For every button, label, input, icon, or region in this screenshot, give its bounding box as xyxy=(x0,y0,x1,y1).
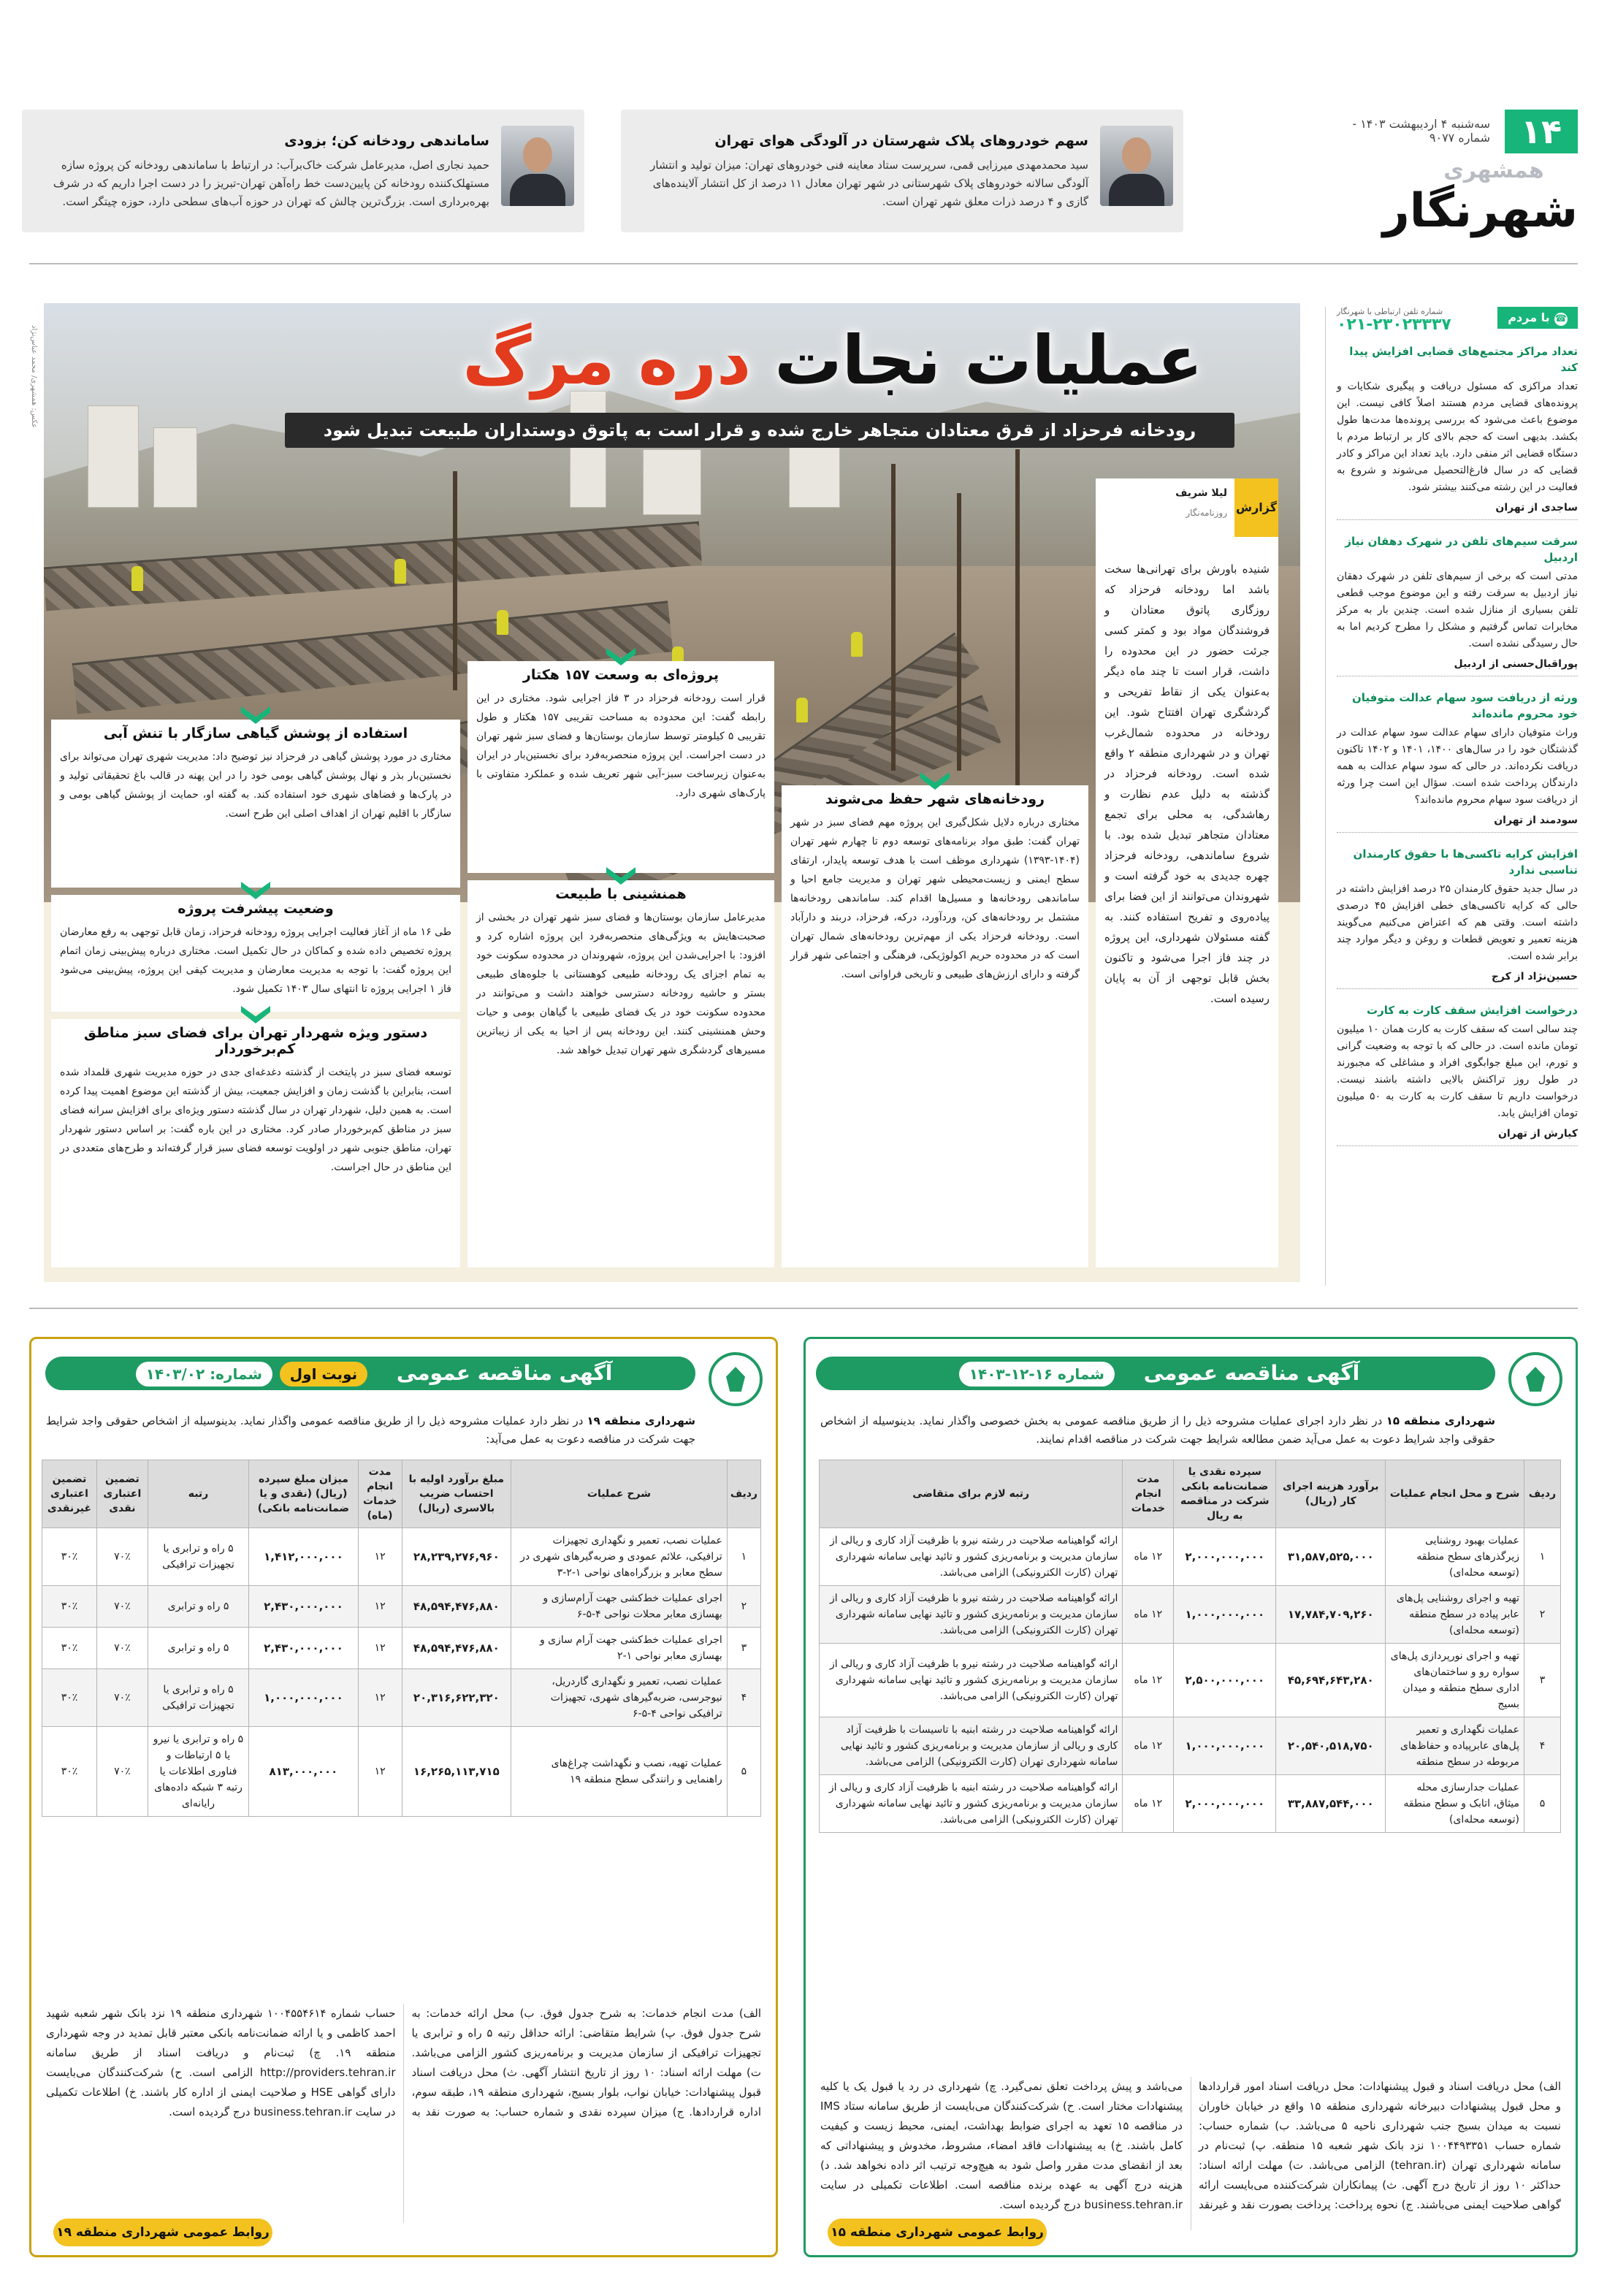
reader-item-body: وراث متوفیان دارای سهام عدالت سود سهام عدالت در گذشتگان خود را در سال‌های ۱۴۰۰، ۱۴۰۱ و ۱۴۰۲ تاکنون دریافت نکرده‌اند. در حالی که سود سهام عدالت به همه دارندگان پرداخت شده است. سؤال این است چرا ورثه از دریافت سود سهام محروم مانده‌اند؟ xyxy=(1337,727,1578,806)
table-cell: ۱۲ xyxy=(358,1669,402,1727)
reader-item xyxy=(1337,846,1578,989)
table-cell: ۲,۴۳۰,۰۰۰,۰۰۰ xyxy=(249,1586,358,1628)
table-cell: ارائه گواهینامه صلاحیت در رشته ابنیه با تاسیسات با ظرفیت آزاد کاری و ریالی از سازمان مدیریت و برنامه‌ریزی کشور و تائید نهایی سامانه شهرداری تهران (کارت الکترونیکی) الزامی می‌باشد. xyxy=(820,1717,1123,1775)
report-tag: گزارش xyxy=(1234,478,1278,537)
table-cell: ۲۰,۳۱۶,۶۲۲,۳۲۰ xyxy=(402,1669,511,1727)
ad-title: آگهی مناقصه عمومی xyxy=(396,1361,613,1385)
table-header: ردیف xyxy=(1524,1460,1561,1528)
news-box-text: حمید نجاری اصل، مدیرعامل شرکت خاک‌برآب: در ارتباط با ساماندهی رودخانه کن پروژه سازه مستهلک‌کننده رودخانه کن پایین‌دست خط راه‌آهن تهران-تبریز را در دست اجرا داریم که در شرف بهره‌برداری است. بزرگ‌ترین چالش که تهران در حوزه آب‌های سطحی دارد، حوزه چیتگر است. xyxy=(53,159,489,208)
section-body: مدیرعامل سازمان بوستان‌ها و فضای سبز شهر تهران در بخشی از صحبت‌هایش به ویژگی‌های منحصربه‌فرد این پروژه اشاره کرد و افزود: با اجرایی‌شدن این پروژه، شهروندان در محدوده سکونت خود به تمام اجزای یک رودخانه طبیعی کوهستانی با جلوه‌های طبیعی بستر و حاشیه رودخانه دسترسی خواهند داشت و می‌توانند در محدوده سکونت خود در یک فضای طبیعی با گیاهان بومی و حیات وحش همنشینی کنند. این رودخانه پس از احیا به یکی از زیباترین مسیرهای گردشگری شهر تهران تبدیل خواهد شد. xyxy=(476,912,766,1056)
reader-item-sign: سودمند از تهران xyxy=(1337,815,1578,833)
table-cell: عملیات بهبود روشنایی زیرگذرهای سطح منطقه (توسعه محله‌ای) xyxy=(1386,1528,1524,1586)
table-cell: ۲,۴۳۰,۰۰۰,۰۰۰ xyxy=(249,1628,358,1669)
table-cell: ۱۶,۲۶۵,۱۱۳,۷۱۵ xyxy=(402,1727,511,1817)
report-column xyxy=(1096,478,1278,1267)
table-cell: ۴ xyxy=(1524,1717,1561,1775)
table-cell: ارائه گواهینامه صلاحیت در رشته ابنیه با ظرفیت آزاد کاری و ریالی از سازمان مدیریت و برنامه‌ریزی کشور و تائید نهایی سامانه شهرداری تهران (کارت الکترونیکی) الزامی می‌باشد. xyxy=(820,1775,1123,1833)
ad-terms: الف) محل دریافت اسناد و قبول پیشنهادات: محل دریافت اسناد امور قراردادها و محل قبول پیشنهادات دبیرخانه شهرداری منطقه ۱۵ واقع در خیابان خاوران نسبت به میدان بسیج جنب شهرداری ناحیه ۵ می‌باشد. ب) شماره حساب: شماره حساب ۱۰۰۴۴۹۳۳۵۱ نزد بانک شهر شعبه ۱۵ منطقه. پ) ثبت‌نام در سامانه شهرداری تهران (tehran.ir) الزامی می‌باشد. ت) مهلت ارائه اسناد: حداکثر ۱۰ روز از تاریخ درج آگهی. ث) پیمانکاران شرکت‌کننده می‌بایست ارائه گواهی صلاحیت ایمنی می‌باشند. ج) نحوه پرداخت: پرداخت بصورت نقد و غیرنقد می‌باشد و پیش پرداخت تعلق نمی‌گیرد. چ) شهرداری در رد یا قبول یک یا کلیه پیشنهادات مختار است. ح) شرکت‌کنندگان می‌بایست از طریق سامانه ستاد IMS در مناقصه ۱۵ تعهد به اجرای ضوابط بهداشت، ایمنی، محیط زیست و کیفیت کامل باشند. خ) به پیشنهادات فاقد امضاء، مشروط، مخدوش و پیشنهاداتی که بعد از انقضای مدت مقرر واصل شود به هیچ‌وجه ترتیب اثر داده نخواهد شد. د) هزینه درج آگهی به عهده برنده مناقصه است. اطلاعات تکمیلی در سایت business.tehran.ir درج گردیده است. xyxy=(820,2080,1562,2211)
ad-number: شماره ۱۶-۱۲-۱۴۰۳ xyxy=(959,1362,1115,1387)
table-header: تضمین اعتباری غیرنقدی xyxy=(42,1460,97,1528)
municipality-logo xyxy=(1508,1352,1562,1406)
table-cell: ۱,۰۰۰,۰۰۰,۰۰۰ xyxy=(249,1669,358,1727)
table-cell: عملیات نگهداری و تعمیر پل‌های عابرپیاده و حفاظ‌های مربوطه در سطح منطقه xyxy=(1386,1717,1524,1775)
table-row xyxy=(42,1727,761,1817)
section-title: استفاده از پوشش گیاهی سازگار با تنش آبی xyxy=(103,725,408,741)
table-cell: ۵ راه و ترابری xyxy=(148,1628,248,1669)
table-header: ردیف xyxy=(727,1460,760,1528)
table-cell: ۱۲ ماه xyxy=(1123,1644,1174,1717)
section-progress xyxy=(51,895,460,1012)
table-cell: ۳ xyxy=(727,1628,760,1669)
phone-label: شماره تلفن ارتباطی با شهرنگار xyxy=(1337,307,1443,316)
table-cell: ۲ xyxy=(1524,1586,1561,1644)
ad-title-bar xyxy=(816,1357,1495,1390)
ad-title-bar xyxy=(45,1357,695,1390)
table-cell: ۳۰٪ xyxy=(42,1727,97,1817)
table-cell: ۱۲ xyxy=(358,1628,402,1669)
reader-item xyxy=(1337,533,1578,676)
report-author[interactable]: لیلا شریف xyxy=(1175,487,1227,499)
headline-highlight: دره مرگ xyxy=(462,321,752,400)
header-news-box-river[interactable] xyxy=(22,110,584,232)
reader-item-body: تعداد مراکزی که مسئول دریافت و پیگیری شکایات و پرونده‌های قضایی مردم هستند اصلاً کافی نیست. این موضوع باعث می‌شود که بررسی پرونده‌ها مدت‌ها طول بکشد. بدیهی است که حجم بالای کار بر ارتباط مردم با دستگاه قضایی اثر منفی دارد. باید تعداد این مراکز و کادر قضایی که در سال فارغ‌التحصیل می‌شوند و شروع به فعالیت در این رشته می‌کنند بیشتر شود. xyxy=(1337,381,1578,493)
table-cell: ۱۲ xyxy=(358,1727,402,1817)
reader-item xyxy=(1337,1002,1578,1146)
reader-item-sign: پوراقبال‌حسنی از اردبیل xyxy=(1337,658,1578,676)
table-header: شرح عملیات xyxy=(511,1460,728,1528)
masthead-publisher: همشهری xyxy=(1443,158,1544,183)
reader-item xyxy=(1337,343,1578,520)
table-cell: عملیات نصب، تعمیر و نگهداری گاردریل، نیوجرسی، ضربه‌گیرهای شهری، تجهیزات ترافیکی نواحی ۴-۵-۶ xyxy=(511,1669,728,1727)
table-header: مدت انجام خدمات xyxy=(1123,1460,1174,1528)
tender-table xyxy=(819,1460,1561,1833)
table-cell: تهیه و اجرای نورپردازی پل‌های سواره رو و ساختمان‌های اداری سطح منطقه و میدان بسیج xyxy=(1386,1644,1524,1717)
table-cell: ۲,۰۰۰,۰۰۰,۰۰۰ xyxy=(1174,1775,1276,1833)
table-cell: ۱۲ xyxy=(358,1586,402,1628)
tender-table xyxy=(42,1460,761,1817)
table-cell: ۳۰٪ xyxy=(42,1586,97,1628)
reader-item-body: در سال جدید حقوق کارمندان ۲۵ درصد افزایش داشته در حالی که کرایه تاکسی‌های خطی افزایش ۴۵ درصدی داشته است. وقتی هم که اعتراض می‌کنیم می‌گویند هزینه تعمیر و تعویض قطعات و روغن و دیگر موارد چند برابر شده است. xyxy=(1337,883,1579,962)
readers-column xyxy=(1337,307,1578,1286)
table-cell: ۴ xyxy=(727,1669,760,1727)
header-news-box-pollution[interactable] xyxy=(621,110,1183,232)
table-cell: عملیات تهیه، نصب و نگهداشت چراغ‌های راهنمایی و رانندگی سطح منطقه ۱۹ xyxy=(511,1727,728,1817)
table-header: برآورد هزینه اجرای کار (ریال) xyxy=(1276,1460,1386,1528)
divider xyxy=(29,1308,1578,1309)
table-cell: تهیه و اجرای روشنایی پل‌های عابر پیاده در سطح منطقه (توسعه محله‌ای) xyxy=(1386,1586,1524,1644)
issue-date: سه‌شنبه ۴ اردیبهشت ۱۴۰۳ - شماره ۹۰۷۷ xyxy=(1352,117,1490,145)
section-title: وضعیت پیشرفت پروژه xyxy=(178,901,334,917)
section-body: مختاری درباره دلایل شکل‌گیری این پروژه مهم فضای سبز در شهر تهران گفت: طبق مواد برنامه‌های توسعه دوم تا چهارم شهر تهران (۱۴۰۴-۱۳۹۳) شهرداری موظف است با هدف توسعه پایدار، ارتقای سطح ایمنی و زیست‌محیطی شهر تهران و مدیریت جامع احیا و ساماندهی رودخانه‌ها و مسیل‌ها اقدام کند. ساماندهی رودخانه‌ها مشتمل بر رودخانه‌های کن، وردآورد، درکه، فرحزاد، دربند و دارآباد است. رودخانه فرحزاد یکی از مهم‌ترین رودخانه‌های شمال تهران است که در محدوده حریم اکولوژیکی، فرهنگی و اجتماعی شهر قرار گرفته و دارای ارزش‌های طبیعی و تاریخی فراوانی است. xyxy=(790,817,1080,980)
reader-item-title: افزایش کرایه تاکسی‌ها با حقوق کارمندان تناسبی ندارد xyxy=(1353,847,1578,877)
table-cell: ۳۰٪ xyxy=(42,1628,97,1669)
ad-number: شماره: ۱۴۰۳/۰۲ xyxy=(136,1362,272,1387)
table-cell: ۱ xyxy=(727,1528,760,1586)
phone-number[interactable]: ۰۲۱-۲۳۰۲۳۳۳۷ xyxy=(1337,316,1451,334)
table-cell: ۷۰٪ xyxy=(96,1586,148,1628)
table-cell: ۷۰٪ xyxy=(96,1528,148,1586)
masthead-title: شهرنگار xyxy=(1382,184,1578,238)
table-cell: ۱۲ ماه xyxy=(1123,1528,1174,1586)
table-cell: ۵ راه و ترابری xyxy=(148,1586,248,1628)
section-title: رودخانه‌های شهر حفظ می‌شوند xyxy=(825,791,1045,807)
table-cell: ارائه گواهینامه صلاحیت در رشته نیرو با ظرفیت آزاد کاری و ریالی از سازمان مدیریت و برنامه‌ریزی کشور و تائید نهایی سامانه شهرداری تهران (کارت الکترونیکی) الزامی می‌باشد. xyxy=(820,1644,1123,1717)
table-header: مبلغ برآورد اولیه با احتساب ضریب بالاسری (ریال) xyxy=(402,1460,511,1528)
table-cell: ارائه گواهینامه صلاحیت در رشته نیرو با ظرفیت آزاد کاری و ریالی از سازمان مدیریت و برنامه‌ریزی کشور و تائید نهایی سامانه شهرداری تهران (کارت الکترونیکی) الزامی می‌باشد. xyxy=(820,1528,1123,1586)
reader-item-body: مدتی است که برخی از سیم‌های تلفن در شهرک دهقان نیاز اردبیل به سرقت رفته و این موضوع موجب قطعی تلفن بسیاری از منازل شده است. چندین بار به مرکز مخابرات تماس گرفتیم و مشکل را مطرح کردیم اما به حال رسیدگی نشده است. xyxy=(1337,571,1578,649)
table-row xyxy=(820,1528,1561,1586)
table-row xyxy=(42,1669,761,1727)
section-title: همنشینی با طبیعت xyxy=(555,886,687,902)
table-header: شرح و محل انجام عملیات xyxy=(1386,1460,1524,1528)
portrait-photo xyxy=(1100,126,1173,206)
table-cell: ۴۸,۵۹۴,۴۷۶,۸۸۰ xyxy=(402,1628,511,1669)
table-cell: ۳۳,۸۸۷,۵۴۴,۰۰۰ xyxy=(1276,1775,1386,1833)
ad-title: آگهی مناقصه عمومی xyxy=(1143,1361,1360,1385)
ad-badge: نوبت اول xyxy=(280,1362,367,1387)
reader-item-title: درخواست افزایش سقف کارت به کارت xyxy=(1367,1004,1578,1017)
table-row xyxy=(42,1528,761,1586)
table-cell: ۷۰٪ xyxy=(96,1727,148,1817)
ad-footer: روابط عمومی شهرداری منطقه ۱۹ xyxy=(53,2219,272,2246)
section-mayor-order xyxy=(51,1019,460,1267)
report-lead-text: شنیده باورش برای تهرانی‌ها سخت باشد اما رودخانه فرحزاد که روزگاری پاتوق معتادان و فروشندگان مواد بود و کمتر کسی جرئت حضور در این محدوده را داشت، قرار است تا چند ماه دیگر به‌عنوان یکی از نقاط تفریحی و گردشگری تهران افتتاح شود. این رودخانه در محدوده شمال‌غرب تهران و در شهرداری منطقه ۲ واقع شده است. رودخانه فرحزاد در گذشته به دلیل عدم نظارت و رهاشدگی، به محلی برای تجمع معتادان متجاهر تبدیل شده بود. با شروع ساماندهی، رودخانه فرحزاد چهره جدیدی به خود گرفته است و شهروندان می‌توانند از این فضا برای پیاده‌روی و تفریح استفاده کنند. به گفته مسئولان شهرداری، این پروژه در چند فاز اجرا می‌شود و تاکنون بخش قابل توجهی از آن به پایان رسیده است. xyxy=(1104,562,1270,1005)
table-cell: ۳۰٪ xyxy=(42,1669,97,1727)
section-project-area xyxy=(467,661,774,873)
table-row xyxy=(820,1775,1561,1833)
news-box-title: ساماندهی رودخانه کن؛ بزودی xyxy=(284,133,489,149)
photo-credit: عکس: همشهری/ محمد عباس‌نژاد xyxy=(30,325,38,429)
column-tag: ☎با مردم xyxy=(1497,307,1578,329)
masthead xyxy=(1382,158,1578,245)
table-cell: ۷۰٪ xyxy=(96,1628,148,1669)
tender-ad-district-15 xyxy=(804,1337,1578,2257)
table-cell: ۱,۴۱۲,۰۰۰,۰۰۰ xyxy=(249,1528,358,1586)
ad-footer: روابط عمومی شهرداری منطقه ۱۵ xyxy=(828,2219,1047,2246)
table-cell: ۲,۵۰۰,۰۰۰,۰۰۰ xyxy=(1174,1644,1276,1717)
section-body: طی ۱۶ ماه از آغاز فعالیت اجرایی پروژه رودخانه فرحزاد، زمان قابل توجهی به رفع معارضان پروژه تخصیص داده شده و کماکان در حال تکمیل است. مختاری درباره پیش‌بینی زمان اتمام این پروژه گفت: با توجه به مدیریت معارضان و مدیریت کیفی این پروژه، پیش‌بینی می‌شود فاز ۱ اجرایی پروژه تا انتهای سال ۱۴۰۳ تکمیل شود. xyxy=(60,926,451,995)
table-cell: اجرای عملیات خط‌کشی جهت آرام سازی و بهسازی معابر نواحی ۱-۲ xyxy=(511,1628,728,1669)
readers-items xyxy=(1337,343,1578,1159)
table-cell: عملیات نصب، تعمیر و نگهداری تجهیزات ترافیکی، علائم عمودی و ضربه‌گیرهای شهری در سطح معابر و بزرگراه‌های نواحی ۱-۲-۳ xyxy=(511,1528,728,1586)
table-header: مدت انجام خدمات (ماه) xyxy=(358,1460,402,1528)
table-cell: ۵ xyxy=(727,1727,760,1817)
table-cell: ۲ xyxy=(727,1586,760,1628)
reader-item-sign: ساجدی از تهران xyxy=(1337,502,1578,520)
table-cell: ۳۰٪ xyxy=(42,1528,97,1586)
section-rivers-preserved xyxy=(782,785,1088,1267)
news-box-text: سید محمدمهدی میرزایی قمی، سرپرست ستاد معاینه فنی خودروهای تهران: میزان تولید و انتشار آلودگی سالانه خودروهای پلاک شهرستانی در شهر تهران معادل ۱۱ درصد از کل انتشار آلاینده‌های گازی و ۴ درصد ذرات معلق شهر تهران است. xyxy=(650,159,1088,208)
table-cell: ۱,۰۰۰,۰۰۰,۰۰۰ xyxy=(1174,1586,1276,1644)
table-header: رتبه لازم برای متقاضی xyxy=(820,1460,1123,1528)
table-cell: ۱۷,۷۸۴,۷۰۹,۲۶۰ xyxy=(1276,1586,1386,1644)
table-header: تضمین اعتباری نقدی xyxy=(96,1460,148,1528)
ad-intro: شهرداری منطقه ۱۵ در نظر دارد اجرای عملیات مشروحه ذیل را از طریق مناقصه عمومی به بخش خصوصی واگذار نماید. بدینوسیله از اشخاص حقوقی واجد شرایط دعوت به عمل می‌آید ضمن مطالعه شرایط جهت شرکت در مناقصه اقدام نمایند. xyxy=(820,1414,1495,1446)
table-cell: ۷۰٪ xyxy=(96,1669,148,1727)
table-row xyxy=(820,1644,1561,1717)
reader-item-title: تعداد مراکز مجتمع‌های قضایی افزایش پیدا کند xyxy=(1349,345,1578,374)
table-cell: ۵ xyxy=(1524,1775,1561,1833)
ad-terms: الف) مدت انجام خدمات: به شرح جدول فوق. ب) محل ارائه خدمات: به شرح جدول فوق. پ) شرایط متقاضی: ارائه حداقل رتبه ۵ راه و ترابری یا تجهیزات ترافیکی از سازمان مدیریت و برنامه‌ریزی کشور الزامی می‌باشد. ت) مهلت ارائه اسناد: ۱۰ روز از تاریخ انتشار آگهی. ث) محل دریافت اسناد قبول پیشنهادات: خیابان نواب، بلوار بسیج، شهرداری منطقه ۱۹، طبقه سوم، اداره قراردادها. ج) میزان سپرده نقدی و شماره حساب: به صورت نقد به حساب شماره ۱۰۰۴۵۵۴۶۱۴ شهرداری منطقه ۱۹ نزد بانک شهر شعبه شهید احمد کاظمی و یا ارائه ضمانت‌نامه بانکی معتبر قابل تمدید در وجه شهرداری منطقه ۱۹. چ) ثبت‌نام و دریافت اسناد از طریق سامانه http://providers.tehran.ir الزامی است. ح) شرکت‌کنندگان می‌بایست دارای گواهی HSE و صلاحیت ایمنی از اداره کار باشند. خ) اطلاعات تکمیلی در سایت business.tehran.ir درج گردیده است. xyxy=(46,2007,761,2118)
table-cell: ۴۵,۶۹۴,۶۴۳,۲۸۰ xyxy=(1276,1644,1386,1717)
portrait-photo xyxy=(501,126,574,206)
divider xyxy=(29,263,1578,264)
report-author-role: روزنامه‌نگار xyxy=(1186,508,1227,518)
tender-ad-district-19 xyxy=(29,1337,778,2257)
table-cell: ۵ راه و ترابری یا تجهیزات ترافیکی xyxy=(148,1669,248,1727)
table-cell: عملیات جدارسازی محله میثاق، اتابک و سطح منطقه (توسعه محله‌ای) xyxy=(1386,1775,1524,1833)
feature-article xyxy=(30,303,1300,1282)
reader-item xyxy=(1337,690,1578,833)
page-number: ۱۴ xyxy=(1505,110,1578,153)
table-cell: ارائه گواهینامه صلاحیت در رشته نیرو با ظرفیت آزاد کاری و ریالی از سازمان مدیریت و برنامه‌ریزی کشور و تائید نهایی سامانه شهرداری تهران (کارت الکترونیکی) الزامی می‌باشد. xyxy=(820,1586,1123,1644)
section-body: مختاری در مورد پوشش گیاهی در فرحزاد نیز توضیح داد: مدیریت شهری تهران می‌تواند برای نخستین‌بار بذر و نهال پوشش گیاهی بومی خود را در این پهنه در قالب باغ تحقیقاتی تولید و در پارک‌ها و فضاهای شهری خود استفاده کند. به گفته او، حمایت از پوشش گیاهی بومی و سازگار با اقلیم تهران از اهداف اصلی این طرح است. xyxy=(60,751,451,820)
table-cell: ۳ xyxy=(1524,1644,1561,1717)
column-divider xyxy=(1325,307,1326,1286)
news-box-title: سهم خودروهای پلاک شهرستان در آلودگی هوای تهران xyxy=(714,133,1088,149)
table-cell: ۸۱۳,۰۰۰,۰۰۰ xyxy=(249,1727,358,1817)
table-cell: ۵ راه و ترابری یا نیرو یا ۵ ارتباطات و فناوری اطلاعات یا رتبه ۳ شبکه داده‌های رایانه‌ای xyxy=(148,1727,248,1817)
table-cell: ۱۲ ماه xyxy=(1123,1586,1174,1644)
reader-item-sign: حسین‌نژاد از کرج xyxy=(1337,971,1578,989)
table-cell: ۲۸,۲۳۹,۲۷۶,۹۶۰ xyxy=(402,1528,511,1586)
ad-intro: شهرداری منطقه ۱۹ در نظر دارد عملیات مشروحه ذیل را از طریق مناقصه عمومی واگذار نماید. بدینوسیله از اشخاص حقوقی واجد شرایط جهت شرکت در مناقصه دعوت به عمل می‌آید: xyxy=(46,1414,695,1446)
section-body: توسعه فضای سبز در پایتخت از گذشته دغدغه‌ای جدی در حوزه مدیریت شهری قلمداد شده است، بنابراین با گذشت زمان و افزایش جمعیت، بیش از گذشته این موضوع اهمیت پیدا کرده است. به همین دلیل، شهردار تهران در سال گذشته دستور ویژه‌ای برای افزایش سرانه فضای سبز در مناطق کم‌برخوردار صادر کرد. مختاری در این باره گفت: بر اساس دستور شهردار تهران، مناطق جنوبی شهر در اولویت توسعه فضای سبز قرار گرفته‌اند و طرح‌های متعددی در این مناطق در حال اجراست. xyxy=(60,1067,451,1173)
table-header: میزان مبلغ سپرده (ریال) (نقدی و یا ضمانت‌نامه بانکی) xyxy=(249,1460,358,1528)
headline-main: عملیات نجات xyxy=(774,321,1203,400)
table-cell: ۱ xyxy=(1524,1528,1561,1586)
table-row xyxy=(820,1586,1561,1644)
table-cell: ۱۲ ماه xyxy=(1123,1717,1174,1775)
table-cell: ۲,۰۰۰,۰۰۰,۰۰۰ xyxy=(1174,1528,1276,1586)
section-vegetation xyxy=(51,720,460,888)
phone-icon: ☎ xyxy=(1554,313,1567,324)
reader-item-body: چند سالی است که سقف کارت به کارت همان ۱۰ میلیون تومان مانده است. در حالی که با توجه به وضعیت گرانی و تورم، این مبلغ جوابگوی افراد و مشاغلی که مجبورند در طول روز تراکنش بالایی داشته باشند نیست. درخواست داریم تا سقف کارت به کارت به ۵۰ میلیون تومان افزایش یابد. xyxy=(1337,1023,1579,1119)
table-row xyxy=(42,1628,761,1669)
table-cell: ۳۱,۵۸۷,۵۲۵,۰۰۰ xyxy=(1276,1528,1386,1586)
table-cell: اجرای عملیات خط‌کشی جهت آرام‌سازی و بهسازی معابر محلات نواحی ۴-۵-۶ xyxy=(511,1586,728,1628)
table-row xyxy=(820,1717,1561,1775)
subheadline: رودخانه فرحزاد از قرق معتادان متجاهر خارج شده و قرار است به پاتوق دوستداران طبیعت تبدیل شود xyxy=(285,413,1234,448)
section-nature xyxy=(467,880,774,1267)
table-row xyxy=(42,1586,761,1628)
section-body: قرار است رودخانه فرحزاد در ۳ فاز اجرایی شود. مختاری در این رابطه گفت: این محدوده به مساحت تقریبی ۱۵۷ هکتار و طول تقریبی ۵ کیلومتر توسط سازمان بوستان‌ها و فضای سبز شهر تهران در دست اجراست. این پروژه منحصربه‌فرد برای نخستین‌بار در ایران به‌عنوان زیرساخت سبز-آبی شهر تعریف شده و عملکرد متفاوتی با پارک‌های شهری دارد. xyxy=(476,693,766,799)
table-cell: ۱۲ ماه xyxy=(1123,1775,1174,1833)
reader-item-title: سرقت سیم‌های تلفن در شهرک دهقان نیاز اردبیل xyxy=(1345,535,1578,564)
table-cell: ۱,۰۰۰,۰۰۰,۰۰۰ xyxy=(1174,1717,1276,1775)
table-cell: ۲۰,۵۴۰,۵۱۸,۷۵۰ xyxy=(1276,1717,1386,1775)
reader-item-sign: کیارش از تهران xyxy=(1337,1128,1578,1146)
table-cell: ۴۸,۵۹۴,۴۷۶,۸۸۰ xyxy=(402,1586,511,1628)
table-header: رتبه xyxy=(148,1460,248,1528)
section-title: پروژه‌ای به وسعت ۱۵۷ هکتار xyxy=(522,667,719,683)
table-header: سپرده نقدی یا ضمانت‌نامه بانکی شرکت در مناقصه به ریال xyxy=(1174,1460,1276,1528)
municipality-logo xyxy=(709,1352,763,1406)
reader-item-title: ورثه از دریافت سود سهام عدالت متوفیان خود محروم مانده‌اند xyxy=(1352,691,1578,720)
table-cell: ۱۲ xyxy=(358,1528,402,1586)
section-title: دستور ویژه شهردار تهران برای فضای سبز مناطق کم‌برخوردار xyxy=(83,1025,428,1057)
table-cell: ۵ راه و ترابری یا تجهیزات ترافیکی xyxy=(148,1528,248,1586)
